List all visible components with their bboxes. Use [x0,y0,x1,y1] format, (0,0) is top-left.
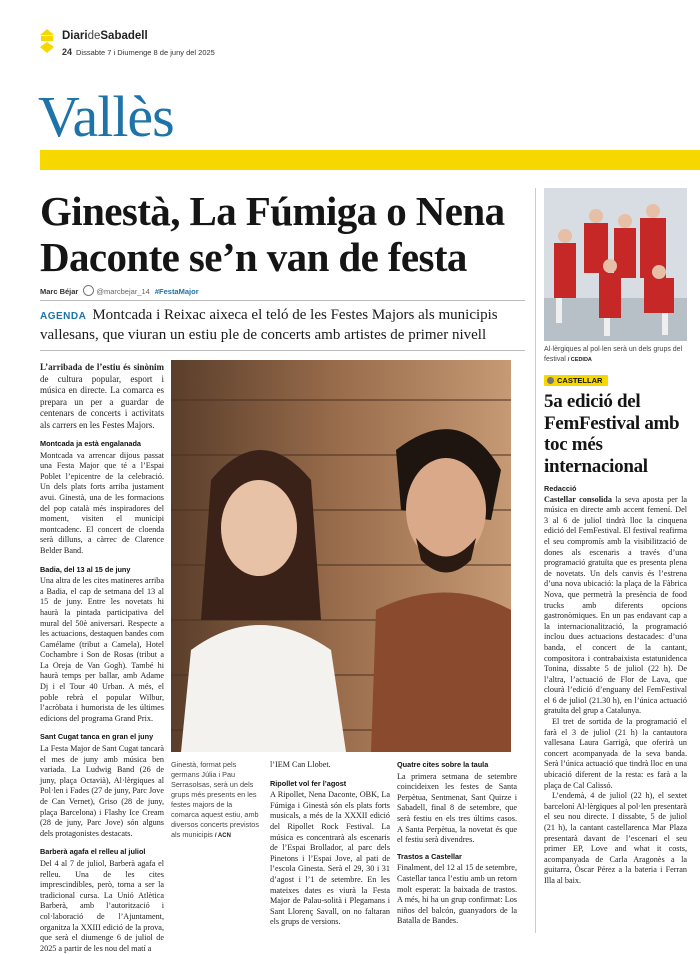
divider [40,350,525,351]
body-column-left [40,362,164,954]
section-bar [40,150,700,170]
paragraph: Finalment, del 12 al 15 de setembre, Castellar tanca l’estiu amb un retorn molt esperat: la baixada de trastos. A més, hi ha un grup confirmat: Los niños del balcón, guanyadors de la Batalla de Bandes. [397,863,517,926]
subsection-title: Montcada ja està engalanada [40,439,141,448]
paragraph: La Festa Major de Sant Cugat tancarà el mes de juny amb música ben variada. La Ludwig Band (26 de juny, plaça Octavià), Al·lèrgiques al Pol·len i Fades (27 de juny, Parc Jove de Can Vernet), Griso (28 de juny, plaça Barcelona) i Flashy Ice Cream (28 de juny, Parc Jove) són alguns dels protagonistes destacats. [40,744,164,838]
paragraph: La primera setmana de setembre coincideixen les festes de Santa Perpètua, Sentmenat, Sant Quirze i Sabadell, final 8 de setembre, que serà festiu en els tres últims casos. A Santa Perpètua, la novetat és que el festiu serà divendres. [397,771,517,845]
sidebar-photo-caption: Al·lèrgiques al pol·len serà un dels grups del festival / CEDIDA [544,346,683,363]
article-headline: Ginestà, La Fúmiga o Nena Daconte se’n van de festa [40,188,505,280]
sidebar-photo [544,188,687,341]
subsection-title: Barberà agafa el relleu al juliol [40,847,146,857]
column-divider [535,188,536,933]
section-title: Vallès [38,84,174,149]
subsection-title: Badia, del 13 al 15 de juny [40,564,131,574]
divider [40,300,525,301]
subsection-title: Ripollet vol fer l’agost [270,778,347,788]
paragraph: Una altra de les cites matineres arriba a Badia, el cap de setmana del 13 al 15 de juny. Entre les novetats hi haurà la pintada participativa del mural del 50è aniversari. Respecte a les actuacions, destaquen bandes com Camélame (tribut a Camela), Hotel Cochambre i Son de Rosas (tribut a La Oreja de Van Gogh). També hi haurà temps per ballar, amb Adame Dj i el Tour 40 Urban. A més, el poble rebrà el popular Wilbur, l’acròbata i humorista de les últimes edicions del programa Grand Prix. [40,576,164,723]
page-info [62,47,215,57]
photo-credit: / ACN [214,833,231,839]
sidebar-body [544,484,687,887]
location-tag: CASTELLAR [544,375,608,386]
page-number: 24 [62,47,73,57]
paragraph: Castellar consolida la seva aposta per la música en directe amb accent femení. Del 3 al 6 de juliol tindrà lloc la cinquena edició del FemFestival. El festival reafirma el seu compromís amb la visibilització de dones als escenaris a través d’una programació gratuïta que es presenta plena de novetats. Un dels canvis és l’estrena d’una nova ubicació: la plaça de la Fàbrica Nova, que permetrà la presència de food trucks amb diferents opcions gastronòmiques. En un pas endavant cap a la internacionalització, la programació inclou dues actuacions destacades: d’una banda, el concert de la cantant, compositora i contrabaixista estatunidenca Tonina, dissabte 5 de juliol (22 h). De l’altra, l’actuació de Flor de Lava, que clourà l’edició d’enguany del FemFestival el 6 de juliol (21.30 h), en l’única actuació gratuïta del grup a Catalunya. [544,494,687,716]
lead-paragraph: L’arribada de l’estiu és sinònim de cultura popular, esport i música en directe. La comarca es prepara un per a guardar de centenars de concerts i activitats als carrers en les Festes Majors. [40,362,164,430]
subsection-title: Sant Cugat tanca en gran el juny [40,732,154,742]
body-column-middle [270,760,390,928]
paragraph: Montcada va arrencar dijous passat una Festa Major que té a l’Espai Poblet l’epicentre de la celebració. Un dels plats forts arriba justament avui. Ginestà, una de les formacions del pop català més inspiradores del moment, visiten el municipi montcadenc. El concert de cloenda serà dilluns, a càrrec de Clarence Belder Band. [40,450,164,555]
diari-logo-icon [40,29,54,53]
issue-date: Dissabte 7 i Diumenge 8 de juny del 2025 [76,48,215,57]
subsection-title: Trastos a Castellar [397,851,462,861]
sidebar-headline: 5a edició del FemFestival amb toc més internacional [544,391,680,477]
paragraph: L’endemà, 4 de juliol (22 h), el sextet barceloní Al·lèrgiques al pol·len presentarà el seu nou directe. I dissabte, 5 de juliol (21 h), la cantant castellarenca Mar Plaza presentarà davant de l’escenari el seu primer EP, Love and what it costs, acompanyada de Carla Aragonès a la guitarra, Òscar Pérez a la bateria i Ferran Illa al baix. [544,791,687,885]
kicker: AGENDA [40,311,87,322]
tag-dot-icon [547,377,554,384]
subsection-title: Quatre cites sobre la taula [397,760,489,769]
paragraph: A Ripollet, Nena Daconte, OBK, La Fúmiga i Ginestà són els plats forts musicals, a més de la XXXII edició del Ripollet Rock Festival. La música es concentrarà als escenaris de l’Espai Brollador, al parc dels Pinetons i l’Espai Jove, al pati de l’escola Ginesta. Serà el 29, 30 i 31 d’agost i l’1 de setembre. En les mateixes dates es viurà la Festa Major de Palau-solità i Plegamans i Sant Llorenç Savall, on no faltaran els grups de versions. [270,790,390,927]
byline [40,285,199,296]
brand-name: DiarideSabadell [62,30,148,42]
main-photo [171,360,511,752]
paragraph: Del 4 al 7 de juliol, Barberà agafa el relleu. Una de les cites imprescindibles, però, torna a ser la tradicional cursa. La Unió Atlètica Barberà, amb l’autorització i col·laboració de l’Ajuntament, organitza la XXIII edició de la prova, que serà el diumenge 6 de juliol de 2025 a partir de les nou del matí a [40,858,164,953]
sidebar-credit: Redacció [544,484,577,493]
hashtag: #FestaMajor [154,287,199,296]
article-subhead: AGENDA Montcada i Reixac aixeca el teló de les Festes Majors als municipis vallesans, que viuran un estiu ple de concerts amb artistes de primer nivell [40,307,498,343]
body-column-right [397,760,517,927]
paragraph: El tret de sortida de la programació el farà el 3 de juliol (21 h) la cantautora vallesana Laura Garrigà, que oferirà un concert acompanyada de la seva banda. Serà l’única actuació que tindrà lloc en una ubicació diferent de la resta: es farà a la plaça de Cal Calissó. [544,717,687,790]
paragraph: l’IEM Can Llobet. [270,760,331,769]
twitter-handle: @marcbejar_14 [83,287,149,296]
photo-credit: / CEDIDA [567,356,592,363]
author-name: Marc Béjar [40,287,79,296]
photo-caption: Ginestà, format pels germans Júlia i Pau Serrasolsas, serà un dels grups més presents en les festes majors de la comarca aquest estiu, amb diversos concerts previstos als municipis / ACN [171,760,260,839]
